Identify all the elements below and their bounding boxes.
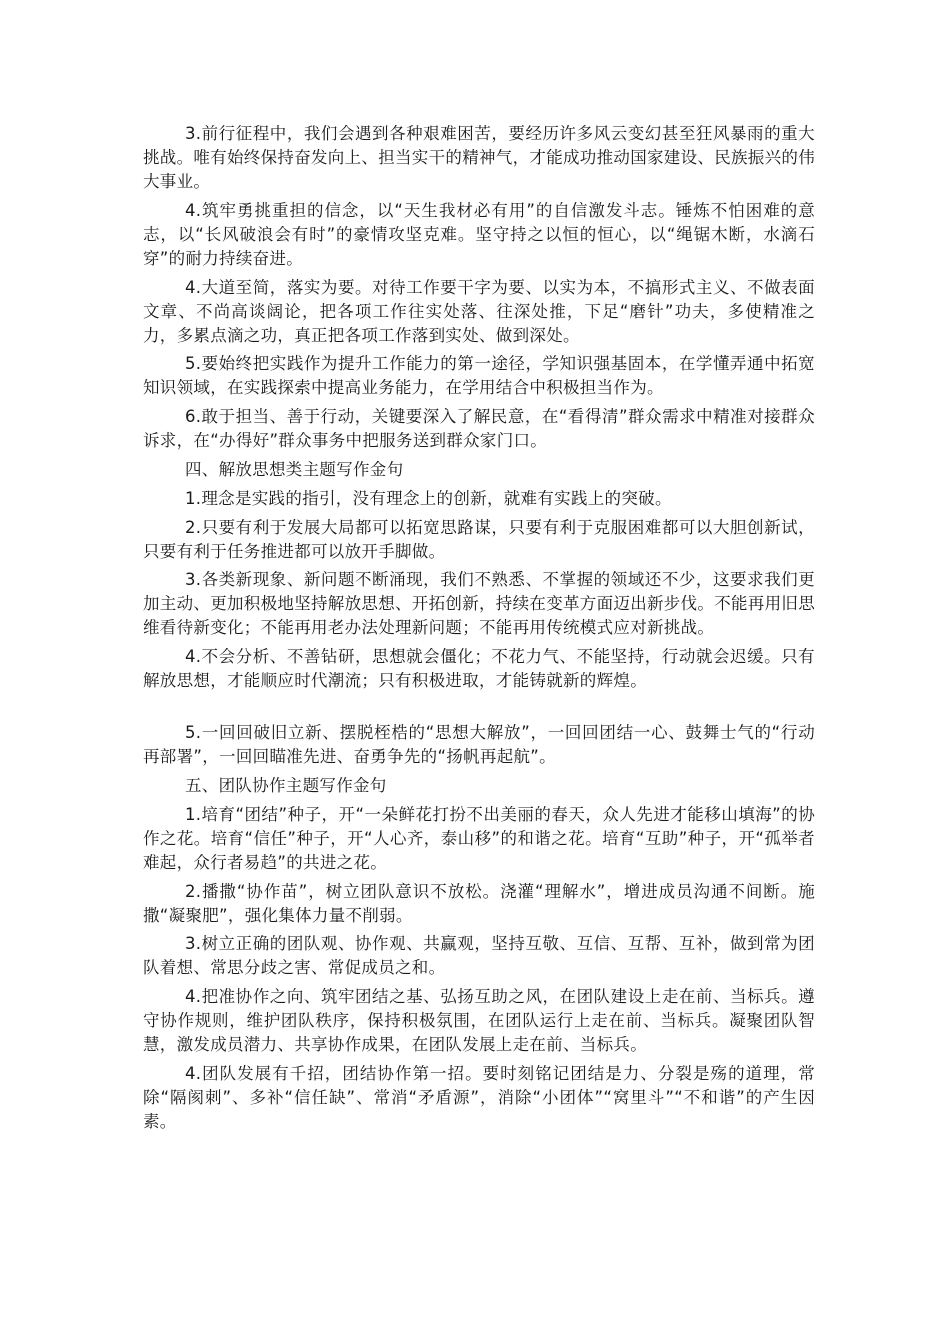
paragraph-14: 2.播撒“协作苗”，树立团队意识不放松。浇灌“理解水”，增进成员沟通不间断。施撒“凝聚肥”，强化集体力量不削弱。 (143, 881, 815, 925)
paragraph-10: 4.不会分析、不善钻研，思想就会僵化；不花力气、不能坚持，行动就会迟缓。只有解放思想，才能顺应时代潮流；只有积极进取，才能铸就新的辉煌。 (143, 647, 815, 691)
paragraph-2: 4.筑牢勇挑重担的信念，以“天生我材必有用”的自信激发斗志。锤炼不怕困难的意志，以“长风破浪会有时”的豪情攻坚克难。坚守持之以恒的恒心，以“绳锯木断，水滴石穿”的耐力持续奋进。 (143, 200, 815, 268)
paragraph-17: 4.团队发展有千招，团结协作第一招。要时刻铭记团结是力、分裂是殇的道理，常除“隔阂刺”、多补“信任缺”、常消“矛盾源”，消除“小团体”“窝里斗”“不和谐”的产生因素。 (143, 1063, 815, 1131)
paragraph-15: 3.树立正确的团队观、协作观、共赢观，坚持互敬、互信、互帮、互补，做到常为团队着想、常思分歧之害、常促成员之和。 (143, 934, 815, 978)
paragraph-16: 4.把准协作之向、筑牢团结之基、弘扬互助之风，在团队建设上走在前、当标兵。遵守协作规则，维护团队秩序，保持积极氛围，在团队运行上走在前、当标兵。凝聚团队智慧，激发成员潜力、共享协作成果，在团队发展上走在前、当标兵。 (143, 987, 815, 1055)
section-heading-4: 四、解放思想类主题写作金句 (185, 459, 404, 479)
paragraph-11: 5.一回回破旧立新、摆脱桎梏的“思想大解放”，一回回团结一心、鼓舞士气的“行动再部署”，一回回瞄准先进、奋勇争先的“扬帆再起航”。 (143, 723, 815, 767)
paragraph-9: 3.各类新现象、新问题不断涌现，我们不熟悉、不掌握的领域还不少，这要求我们更加主动、更加积极地坚持解放思想、开拓创新，持续在变革方面迈出新步伐。不能再用旧思维看待新变化；不能再用老办法处理新问题；不能再用传统模式应对新挑战。 (143, 570, 815, 638)
paragraph-3: 4.大道至简，落实为要。对待工作要干字为要、以实为本，不搞形式主义、不做表面文章、不尚高谈阔论，把各项工作往实处落、往深处推，下足“磨针”功夫，多使精准之力，多累点滴之功，真正把各项工作落到实处、做到深处。 (143, 277, 815, 345)
paragraph-7: 1.理念是实践的指引，没有理念上的创新，就难有实践上的突破。 (185, 488, 672, 508)
paragraph-5: 6.敢于担当、善于行动，关键要深入了解民意，在“看得清”群众需求中精准对接群众诉求，在“办得好”群众事务中把服务送到群众家门口。 (143, 407, 815, 451)
paragraph-4: 5.要始终把实践作为提升工作能力的第一途径，学知识强基固本，在学懂弄通中拓宽知识领域，在实践探索中提高业务能力，在学用结合中积极担当作为。 (143, 354, 815, 398)
document-body (143, 122, 815, 1139)
paragraph-1: 3.前行征程中，我们会遇到各种艰难困苦，要经历许多风云变幻甚至狂风暴雨的重大挑战。唯有始终保持奋发向上、担当实干的精神气，才能成功推动国家建设、民族振兴的伟大事业。 (143, 124, 815, 191)
paragraph-13: 1.培育“团结”种子，开“一朵鲜花打扮不出美丽的春天，众人先进才能移山填海”的协作之花。培育“信任”种子，开“人心齐，泰山移”的和谐之花。培育“互助”种子，开“孤举者难起，众行者易趋”的共进之花。 (143, 804, 815, 872)
paragraph-8: 2.只要有利于发展大局都可以拓宽思路谋，只要有利于克服困难都可以大胆创新试，只要有利于任务推进都可以放开手脚做。 (143, 517, 815, 561)
section-heading-5: 五、团队协作主题写作金句 (185, 775, 387, 795)
